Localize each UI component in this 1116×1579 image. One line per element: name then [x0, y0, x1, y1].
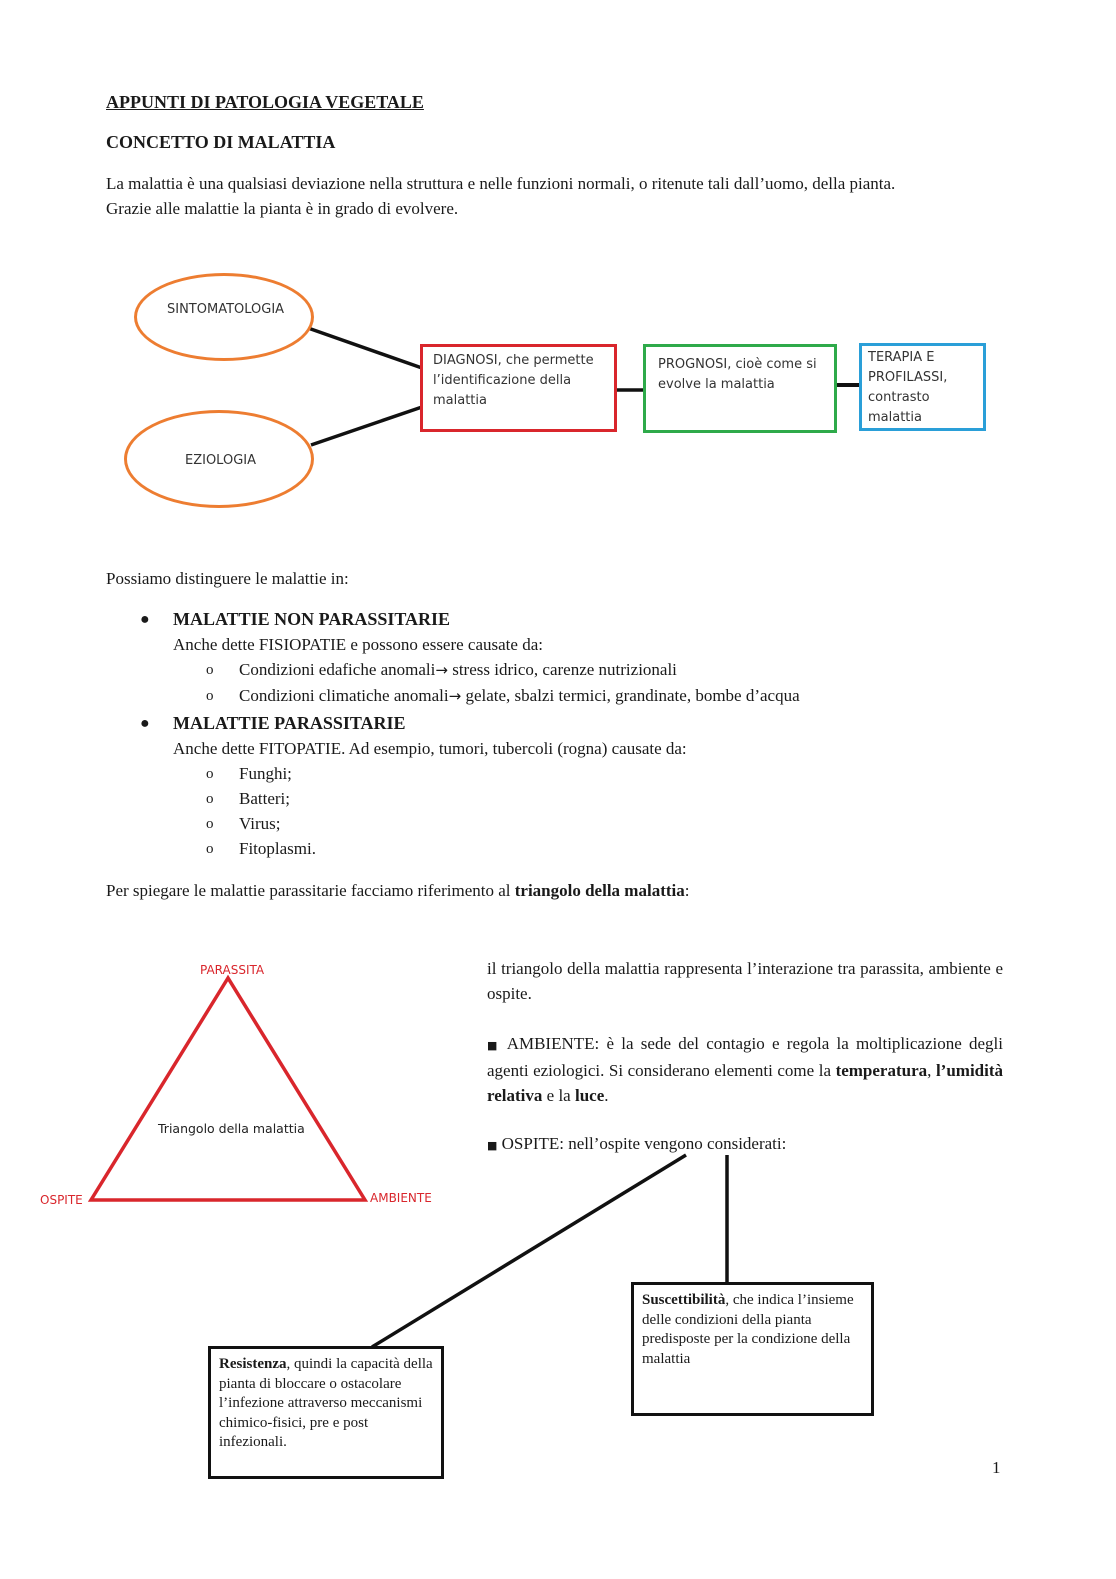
- non-parasitic-item: [239, 660, 677, 680]
- parasitic-item: Batteri;: [239, 789, 290, 808]
- ospite-text: OSPITE: nell’ospite vengono considerati:: [501, 1134, 787, 1153]
- arrow-right-icon: →: [448, 687, 462, 705]
- intro-line-1: La malattia è una qualsiasi deviazione nella struttura e nelle funzioni normali, o ritenute tali dall’uomo, della pianta.: [106, 174, 896, 193]
- non-parasitic-title: MALATTIE NON PARASSITARIE: [173, 609, 451, 629]
- circle-bullet-icon: o: [206, 816, 214, 832]
- eziologia-ellipse: [124, 410, 314, 508]
- prognosi-label: PROGNOSI, cioè come si evolve la malattia: [658, 357, 817, 392]
- document-title: APPUNTI DI PATOLOGIA VEGETALE: [106, 92, 424, 112]
- section-title: CONCETTO DI MALATTIA: [106, 132, 336, 152]
- item-cause: Condizioni climatiche anomali: [239, 686, 449, 705]
- connector-sintomatologia-diagnosi: [308, 328, 422, 368]
- disease-triangle: [91, 978, 365, 1200]
- bullet-icon: ●: [140, 611, 150, 628]
- connector-eziologia-diagnosi: [311, 407, 422, 445]
- parasitic-item: Virus;: [239, 814, 281, 833]
- parasitic-item: Funghi;: [239, 764, 292, 783]
- suscettibilita-bold: Suscettibilità: [642, 1292, 726, 1308]
- triangle-intro-end: :: [684, 881, 690, 900]
- diagnosi-label: DIAGNOSI, che permette l’identificazione della malattia: [433, 353, 594, 408]
- bullet-icon: ●: [140, 715, 150, 732]
- prognosi-box: [643, 344, 837, 433]
- resistenza-bold: Resistenza: [219, 1356, 287, 1372]
- arrow-right-icon: →: [435, 661, 448, 679]
- circle-bullet-icon: o: [206, 688, 214, 704]
- distinguish-intro: Possiamo distinguere le malattie in:: [106, 569, 349, 588]
- suscettibilita-box: [631, 1282, 874, 1416]
- square-bullet-icon: ■: [487, 1039, 501, 1052]
- parasitic-desc: Anche dette FITOPATIE. Ad esempio, tumori, tubercoli (rogna) causate da:: [173, 739, 687, 758]
- resistenza-text: , quindi la capacità della pianta di bloccare o ostacolare l’infezione attraverso meccanismi chimico-fisici, pre e post infezionali.: [219, 1356, 433, 1450]
- ambiente-bold-1: temperatura: [835, 1061, 928, 1080]
- triangle-intro-text: Per spiegare le malattie parassitarie facciamo riferimento al: [106, 881, 515, 900]
- ambiente-paragraph: ■ AMBIENTE: è la sede del contagio e regola la moltiplicazione degli agenti eziologici. Si considerano elementi come la temperatura, l’umidità relativa e la luce.: [487, 1034, 1003, 1105]
- ambiente-bold-3: luce: [574, 1086, 605, 1105]
- parasitic-item: Fitoplasmi.: [239, 839, 316, 858]
- triangle-intro: [106, 878, 1011, 903]
- circle-bullet-icon: o: [206, 791, 214, 807]
- triangle-label-parassita: PARASSITA: [200, 963, 265, 977]
- square-bullet-icon: ■: [487, 1139, 498, 1152]
- parasitic-title: MALATTIE PARASSITARIE: [173, 713, 406, 733]
- ambiente-bold-2: l’umidità relativa: [487, 1061, 1003, 1105]
- circle-bullet-icon: o: [206, 766, 214, 782]
- sintomatologia-label: SINTOMATOLOGIA: [167, 302, 285, 317]
- intro-line-2: Grazie alle malattie la pianta è in grado di evolvere.: [106, 199, 459, 218]
- eziologia-label: EZIOLOGIA: [185, 453, 256, 468]
- triangle-description: il triangolo della malattia rappresenta l’interazione tra parassita, ambiente e ospite.: [487, 959, 1003, 1003]
- page-number: 1: [992, 1458, 1001, 1477]
- suscettibilita-text: , che indica l’insieme delle condizioni della pianta predisposte per la condizione della malattia: [642, 1292, 854, 1367]
- non-parasitic-item: [239, 686, 800, 706]
- sintomatologia-ellipse: [134, 273, 314, 361]
- triangle-center-label: Triangolo della malattia: [158, 1121, 305, 1136]
- item-effect: stress idrico, carenze nutrizionali: [452, 660, 677, 679]
- item-cause: Condizioni edafiche anomali: [239, 660, 436, 679]
- non-parasitic-desc: Anche dette FISIOPATIE e possono essere causate da:: [173, 635, 543, 654]
- ambiente-text: AMBIENTE: è la sede del contagio e regola la moltiplicazione degli agenti eziologici. Si considerano elementi come la: [487, 1034, 1003, 1080]
- ambiente-mid: e la: [542, 1086, 575, 1105]
- circle-bullet-icon: o: [206, 841, 214, 857]
- triangle-label-ospite: OSPITE: [40, 1193, 83, 1207]
- terapia-label: TERAPIA E PROFILASSI, contrasto malattia: [868, 350, 948, 425]
- triangle-label-ambiente: AMBIENTE: [370, 1191, 432, 1205]
- triangle-intro-bold: triangolo della malattia: [514, 881, 685, 900]
- diagnosi-box: [420, 344, 617, 432]
- ospite-paragraph: [487, 1131, 1003, 1158]
- item-effect: gelate, sbalzi termici, grandinate, bombe d’acqua: [465, 686, 800, 705]
- circle-bullet-icon: o: [206, 662, 214, 678]
- resistenza-box: [208, 1346, 444, 1479]
- terapia-box: [859, 343, 986, 431]
